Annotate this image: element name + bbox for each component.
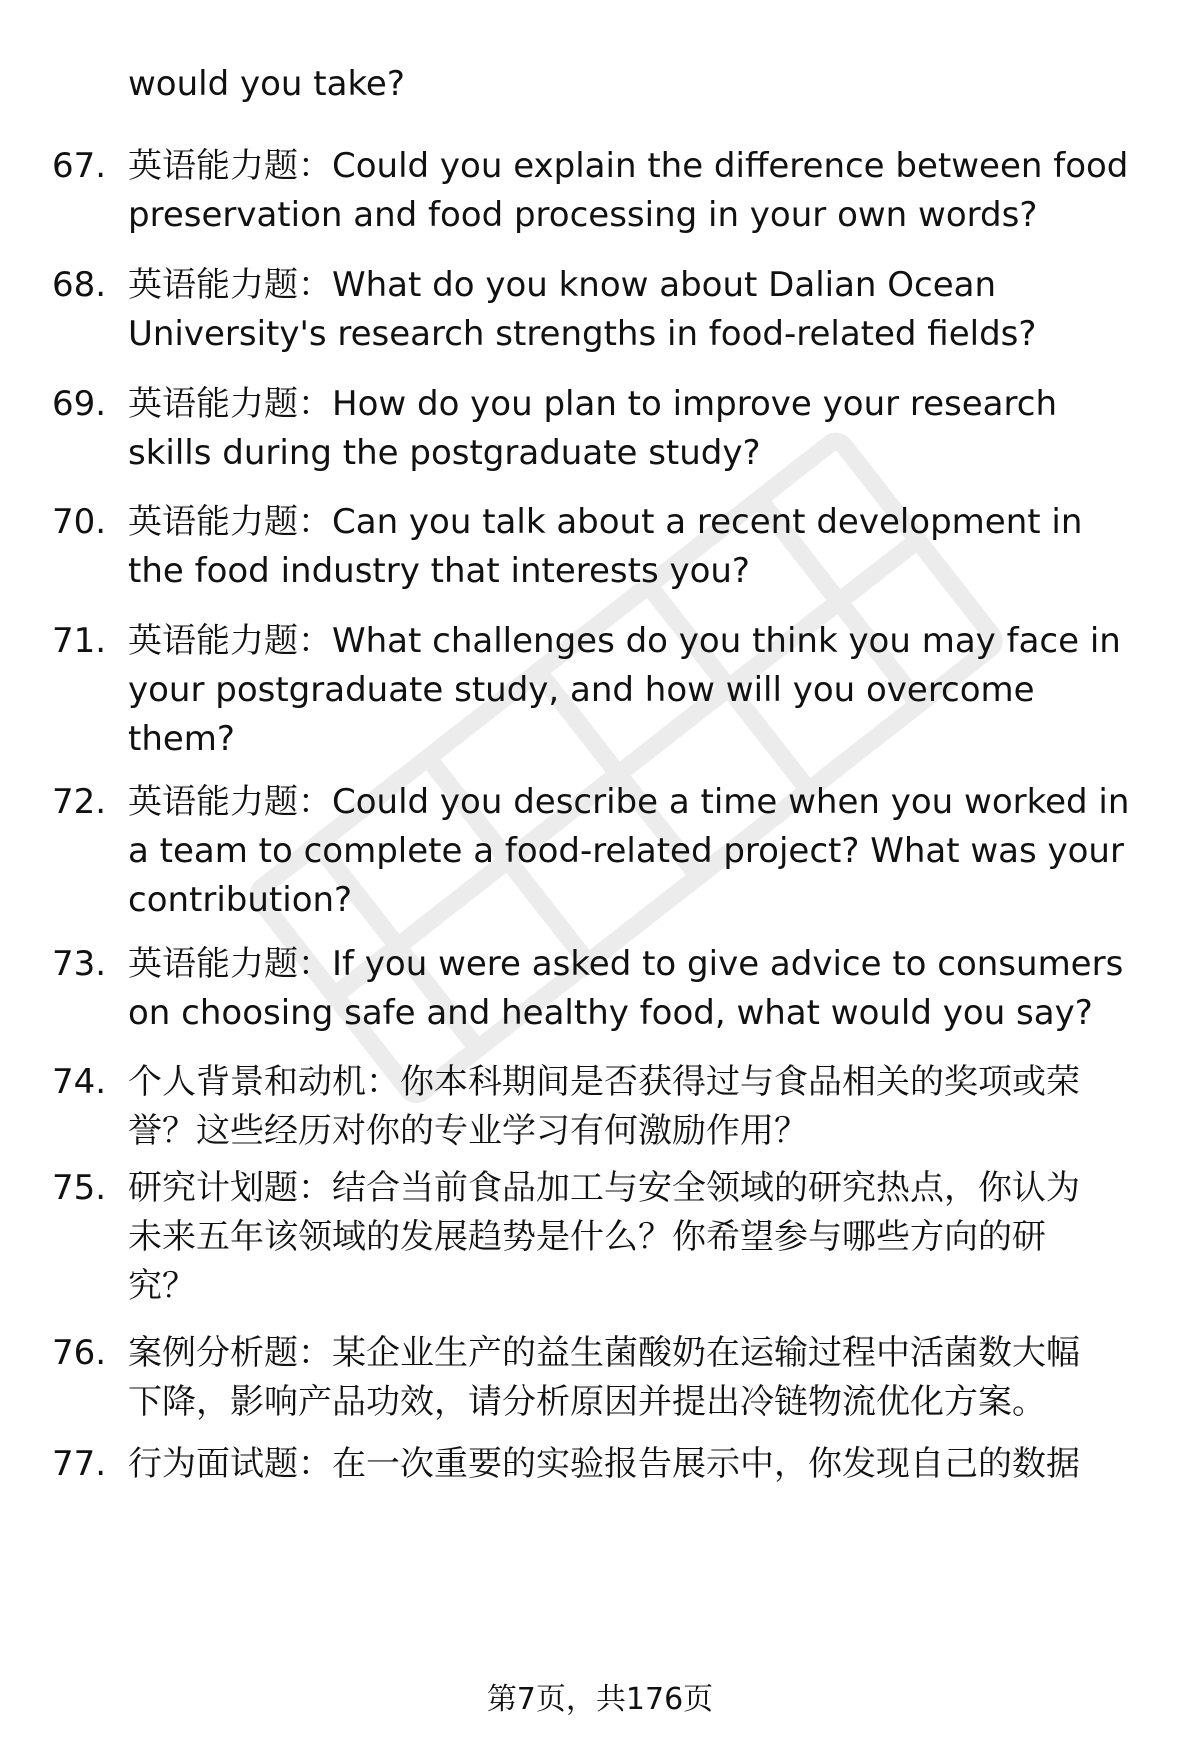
item-text (128, 617, 1168, 764)
item-text-line: University's research strengths in food-related fields? (128, 314, 1037, 354)
item-text-line: 研究计划题：结合当前食品加工与安全领域的研究热点，你认为 (128, 1168, 1080, 1208)
item-text-line: on choosing safe and healthy food, what would you say? (128, 993, 1093, 1033)
item-text-line: preservation and food processing in your own words? (128, 195, 1038, 235)
item-text-line: 英语能力题：How do you plan to improve your research (128, 384, 1057, 424)
item-number: 74. (52, 1062, 107, 1102)
item-text-line: a team to complete a food-related project? What was your (128, 831, 1124, 871)
item-text (128, 778, 1168, 925)
item-text (128, 498, 1168, 596)
item-text-line: 英语能力题：Can you talk about a recent development in (128, 502, 1083, 542)
item-text-line: 未来五年该领域的发展趋势是什么？你希望参与哪些方向的研 (128, 1217, 1046, 1257)
item-text-line: 英语能力题：If you were asked to give advice to consumers (128, 944, 1124, 984)
item-text-line: 英语能力题：Could you explain the difference between food (128, 146, 1129, 186)
item-text-line: 案例分析题：某企业生产的益生菌酸奶在运输过程中活菌数大幅 (128, 1333, 1080, 1373)
item-text (128, 940, 1168, 1038)
item-text-line: 英语能力题：What challenges do you think you may face in (128, 621, 1121, 661)
item-number: 70. (52, 502, 107, 542)
item-text-line: 英语能力题：Could you describe a time when you worked in (128, 782, 1130, 822)
item-text (128, 380, 1168, 478)
item-text (128, 1164, 1168, 1311)
item-number: 68. (52, 265, 107, 305)
item-text-line: 誉？这些经历对你的专业学习有何激励作用？ (128, 1111, 808, 1151)
page-footer: 第7页，共176页 (486, 1682, 714, 1717)
item-text (128, 1440, 1168, 1489)
item-text (128, 1058, 1168, 1156)
item-text-line: your postgraduate study, and how will you overcome (128, 670, 1035, 710)
item-number: 77. (52, 1444, 107, 1484)
continuation-line: would you take? (128, 64, 405, 104)
item-text (128, 1329, 1168, 1427)
item-text-line: the food industry that interests you? (128, 551, 750, 591)
item-number: 76. (52, 1333, 107, 1373)
item-text-line: 英语能力题：What do you know about Dalian Ocean (128, 265, 997, 305)
item-text (128, 142, 1168, 240)
item-number: 69. (52, 384, 107, 424)
item-text-line: 行为面试题：在一次重要的实验报告展示中，你发现自己的数据 (128, 1444, 1080, 1484)
item-text-line: 个人背景和动机：你本科期间是否获得过与食品相关的奖项或荣 (128, 1062, 1080, 1102)
item-number: 67. (52, 146, 107, 186)
item-number: 71. (52, 621, 107, 661)
item-text-line: contribution? (128, 880, 353, 920)
item-text-line: 下降，影响产品功效，请分析原因并提出冷链物流优化方案。 (128, 1382, 1046, 1422)
item-text-line: 究？ (128, 1266, 196, 1306)
item-text-line: them? (128, 719, 235, 759)
item-text (128, 261, 1168, 359)
item-number: 73. (52, 944, 107, 984)
item-text-line: skills during the postgraduate study? (128, 433, 761, 473)
item-number: 75. (52, 1168, 107, 1208)
item-number: 72. (52, 782, 107, 822)
